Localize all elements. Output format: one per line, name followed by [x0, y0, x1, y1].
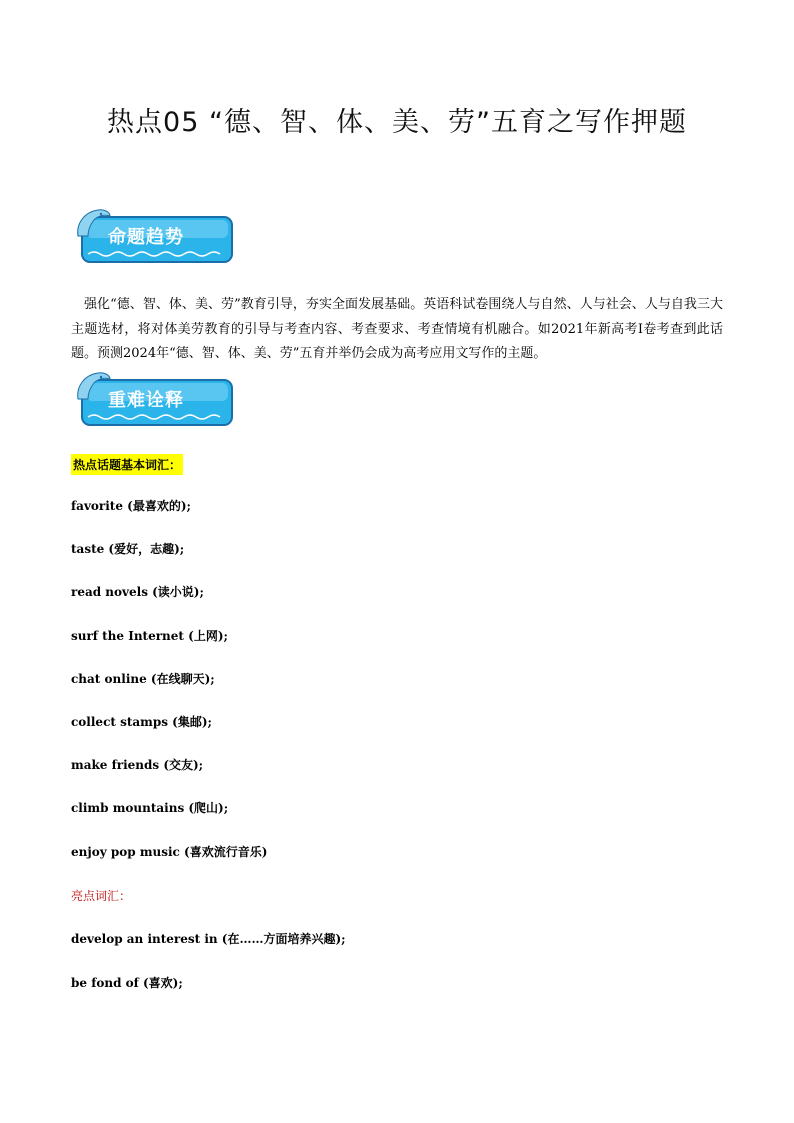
- basic-vocab-heading: 热点话题基本词汇：: [71, 454, 183, 475]
- section-badge-explain: [74, 369, 236, 427]
- list-item: read novels (读小说);: [71, 585, 204, 600]
- list-item: develop an interest in (在……方面培养兴趣);: [71, 932, 346, 946]
- section-badge-trend: [74, 206, 236, 264]
- list-item: taste (爱好，志趣);: [71, 542, 185, 557]
- list-item: favorite (最喜欢的);: [71, 499, 191, 513]
- badge-label-explain: 重难诠释: [108, 390, 184, 411]
- basic-vocab-list: [71, 497, 267, 886]
- list-item: enjoy pop music (喜欢流行音乐): [71, 844, 268, 859]
- list-item: make friends (交友);: [71, 758, 204, 773]
- list-item: collect stamps (集邮);: [71, 714, 212, 729]
- badge-label-trend: 命题趋势: [108, 227, 184, 248]
- list-item: be fond of (喜欢);: [71, 975, 183, 990]
- highlight-vocab-list: [71, 930, 346, 1017]
- intro-paragraph: 强化“德、智、体、美、劳”教育引导，夯实全面发展基础。英语科试卷围绕人与自然、人与社会、人与自我三大主题选材，将对体美劳教育的引导与考查内容、考查要求、考查情境有机融合。如2021年新高考I卷考查到此话题。预测2024年“德、智、体、美、劳”五育并举仍会成为高考应用文写作的主题。: [71, 297, 723, 361]
- highlight-vocab-heading: 亮点词汇：: [71, 889, 132, 903]
- page-title: 热点05 “德、智、体、美、劳”五育之写作押题: [107, 107, 687, 138]
- list-item: climb mountains (爬山);: [71, 801, 229, 816]
- list-item: chat online (在线聊天);: [71, 671, 215, 686]
- list-item: surf the Internet (上网);: [71, 628, 228, 643]
